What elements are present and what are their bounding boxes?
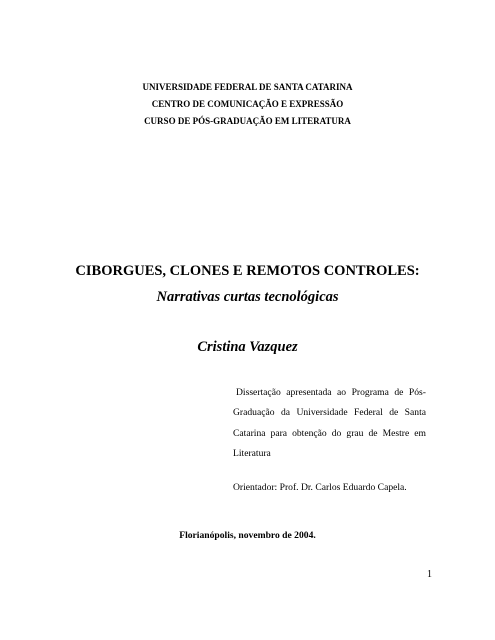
thesis-title: CIBORGUES, CLONES E REMOTOS CONTROLES: — [75, 263, 420, 279]
advisor-line: Orientador: Prof. Dr. Carlos Eduardo Capela. — [233, 482, 407, 493]
thesis-subtitle: Narrativas curtas tecnológicas — [156, 289, 339, 305]
page-number: 1 — [427, 569, 432, 580]
author-name: Cristina Vazquez — [197, 339, 298, 355]
university-name: UNIVERSIDADE FEDERAL DE SANTA CATARINA — [142, 82, 353, 92]
course-name: CURSO DE PÓS-GRADUAÇÃO EM LITERATURA — [144, 116, 351, 126]
place-and-date: Florianópolis, novembro de 2004. — [179, 530, 316, 541]
dissertation-statement: Dissertação apresentada ao Programa de Pós-Graduação da Universidade Federal de Santa Catarina para obtenção do grau de Mestre em Literatura — [233, 387, 426, 459]
center-name: CENTRO DE COMUNICAÇÃO E EXPRESSÃO — [151, 99, 344, 109]
